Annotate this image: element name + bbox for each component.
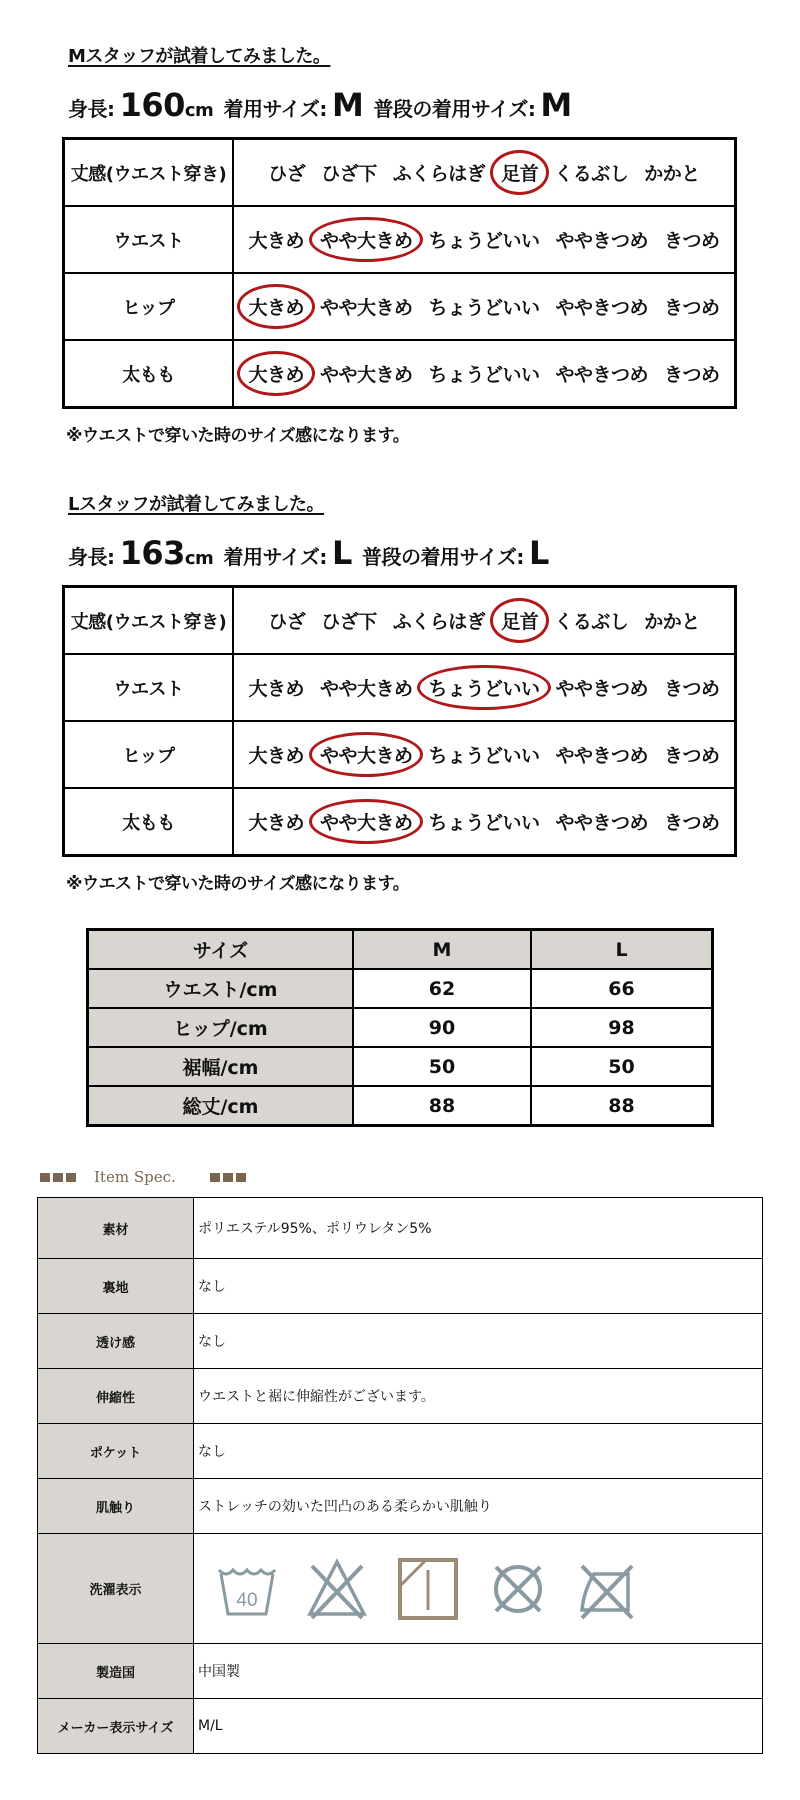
- square-icon: [210, 1173, 220, 1182]
- fit-options: [233, 273, 736, 340]
- fit-option: ややきつめ: [555, 745, 649, 767]
- fit-option: ひざ: [268, 163, 306, 185]
- spec-row: [38, 1314, 763, 1369]
- fit-option: くるぶし: [554, 163, 629, 185]
- size-table: [86, 928, 714, 1127]
- fit-option: やや大きめ: [319, 364, 413, 386]
- fit-row: [64, 273, 736, 340]
- spec-row: [38, 1259, 763, 1314]
- fit-option: 大きめ: [248, 678, 304, 700]
- fit-option: ややきつめ: [555, 812, 649, 834]
- l-staff-title: [68, 490, 360, 516]
- fit-options: [233, 587, 736, 655]
- fit-option: 大きめ: [248, 745, 304, 767]
- fit-category: ウエスト: [64, 206, 234, 273]
- size-header-cell: M: [353, 930, 531, 970]
- fit-option-list: [234, 735, 734, 774]
- fit-row: [64, 340, 736, 408]
- line-dry-shade-icon: [396, 1556, 458, 1622]
- m-fit-table: [62, 137, 737, 409]
- fit-category: ヒップ: [64, 721, 234, 788]
- spec-row: [38, 1644, 763, 1699]
- square-icon: [223, 1173, 233, 1182]
- fit-options: [233, 721, 736, 788]
- care-icon-list: [198, 1556, 762, 1622]
- size-row-label: ヒップ/cm: [88, 1008, 354, 1047]
- spec-row: [38, 1534, 763, 1644]
- m-usual-size-label: 普段の着用サイズ:: [373, 97, 536, 121]
- fit-options: [233, 654, 736, 721]
- fit-category: 太もも: [64, 788, 234, 856]
- fit-option: ひざ下: [321, 163, 377, 185]
- fit-option: ふくらはぎ: [392, 163, 486, 185]
- spec-row: [38, 1699, 763, 1754]
- item-spec-heading-text: Item Spec.: [94, 1168, 176, 1186]
- fit-option: ちょうどいい: [428, 364, 540, 386]
- l-fit-note: ※ウエストで穿いた時のサイズ感になります。: [66, 874, 410, 894]
- fit-option: 大きめ: [248, 812, 304, 834]
- iron-low-crossed-icon: [576, 1556, 638, 1622]
- m-usual-size-value: M: [540, 86, 572, 124]
- size-row: [88, 1047, 713, 1086]
- l-height-value: 163: [119, 534, 185, 572]
- spec-value: M/L: [194, 1699, 763, 1754]
- size-row: [88, 1008, 713, 1047]
- fit-option-list: [234, 287, 734, 326]
- fit-option: ひざ下: [321, 611, 377, 633]
- size-value: 62: [353, 969, 531, 1008]
- fit-row: [64, 788, 736, 856]
- m-height-unit: cm: [184, 100, 214, 121]
- l-staff-title-text: Lスタッフが試着してみました。: [68, 494, 324, 515]
- l-staff-measurements: [68, 534, 549, 572]
- spec-row: [38, 1369, 763, 1424]
- fit-row: [64, 587, 736, 655]
- fit-option-selected: 大きめ: [246, 287, 306, 326]
- fit-option-list: [234, 153, 734, 192]
- fit-category: ウエスト: [64, 654, 234, 721]
- m-staff-measurements: [68, 86, 572, 124]
- spec-key: 裏地: [38, 1259, 194, 1314]
- fit-option: ちょうどいい: [428, 812, 540, 834]
- spec-row: [38, 1479, 763, 1534]
- spec-value: 中国製: [194, 1644, 763, 1699]
- fit-option: ややきつめ: [555, 678, 649, 700]
- fit-category: 丈感(ウエスト穿き): [64, 587, 234, 655]
- square-icon: [66, 1173, 76, 1182]
- spec-key: 伸縮性: [38, 1369, 194, 1424]
- square-icon: [40, 1173, 50, 1182]
- l-wear-size-value: L: [331, 534, 352, 572]
- fit-option: くるぶし: [554, 611, 629, 633]
- m-staff-title: [68, 42, 366, 68]
- fit-option: かかと: [644, 163, 700, 185]
- fit-option-selected: 足首: [499, 601, 540, 640]
- l-usual-size-label: 普段の着用サイズ:: [361, 545, 524, 569]
- fit-option: やや大きめ: [319, 678, 413, 700]
- no-bleach-icon: [306, 1556, 368, 1622]
- size-row: [88, 1086, 713, 1126]
- fit-option-list: [234, 220, 734, 259]
- spec-value: ストレッチの効いた凹凸のある柔らかい肌触り: [194, 1479, 763, 1534]
- spec-value: なし: [194, 1314, 763, 1369]
- m-fit-note: ※ウエストで穿いた時のサイズ感になります。: [66, 426, 410, 446]
- fit-option: ふくらはぎ: [392, 611, 486, 633]
- fit-option-selected: やや大きめ: [318, 735, 415, 774]
- fit-option-selected: 足首: [499, 153, 540, 192]
- fit-option-list: [234, 802, 734, 841]
- fit-option: かかと: [644, 611, 700, 633]
- fit-option: きつめ: [664, 745, 720, 767]
- fit-option: きつめ: [664, 812, 720, 834]
- fit-option: ちょうどいい: [428, 745, 540, 767]
- no-tumble-dry-icon: [486, 1556, 548, 1622]
- fit-option: ひざ: [268, 611, 306, 633]
- fit-option-selected: やや大きめ: [318, 220, 415, 259]
- fit-option: 大きめ: [248, 230, 304, 252]
- wash-40-tub-icon: [216, 1556, 278, 1622]
- fit-option: きつめ: [664, 678, 720, 700]
- fit-option: ややきつめ: [555, 297, 649, 319]
- m-height-label: 身長:: [68, 97, 115, 121]
- m-wear-size-value: M: [331, 86, 364, 124]
- spec-row: [38, 1424, 763, 1479]
- l-usual-size-value: L: [528, 534, 549, 572]
- l-wear-size-label: 着用サイズ:: [223, 545, 327, 569]
- fit-option-list: [234, 354, 734, 393]
- spec-key: 透け感: [38, 1314, 194, 1369]
- size-value: 88: [531, 1086, 713, 1126]
- fit-option: きつめ: [664, 230, 720, 252]
- m-height-value: 160: [119, 86, 185, 124]
- fit-options: [233, 788, 736, 856]
- fit-options: [233, 340, 736, 408]
- fit-category: 丈感(ウエスト穿き): [64, 139, 234, 207]
- size-value: 88: [353, 1086, 531, 1126]
- spec-value: なし: [194, 1424, 763, 1479]
- fit-row: [64, 654, 736, 721]
- spec-key: ポケット: [38, 1424, 194, 1479]
- fit-option-selected: 大きめ: [246, 354, 306, 393]
- spec-value: なし: [194, 1259, 763, 1314]
- size-header-cell: L: [531, 930, 713, 970]
- spec-key: 素材: [38, 1198, 194, 1259]
- fit-option: きつめ: [664, 297, 720, 319]
- fit-category: ヒップ: [64, 273, 234, 340]
- fit-category: 太もも: [64, 340, 234, 408]
- fit-option: やや大きめ: [319, 297, 413, 319]
- square-icon: [53, 1173, 63, 1182]
- m-wear-size-label: 着用サイズ:: [223, 97, 327, 121]
- fit-option-list: [234, 601, 734, 640]
- spec-key: 肌触り: [38, 1479, 194, 1534]
- m-staff-title-text: Mスタッフが試着してみました。: [68, 46, 331, 67]
- wash-temperature: 40: [236, 1589, 258, 1611]
- size-row-label: 裾幅/cm: [88, 1047, 354, 1086]
- fit-option: ちょうどいい: [428, 297, 540, 319]
- fit-option-selected: ちょうどいい: [426, 668, 541, 707]
- square-icon: [236, 1173, 246, 1182]
- fit-option: ちょうどいい: [428, 230, 540, 252]
- spec-value: ポリエステル95%、ポリウレタン5%: [194, 1198, 763, 1259]
- item-spec-heading: [40, 1168, 249, 1186]
- fit-option: きつめ: [664, 364, 720, 386]
- fit-options: [233, 206, 736, 273]
- spec-row: [38, 1198, 763, 1259]
- size-row: [88, 969, 713, 1008]
- fit-row: [64, 139, 736, 207]
- l-height-label: 身長:: [68, 545, 115, 569]
- size-value: 98: [531, 1008, 713, 1047]
- l-fit-table: [62, 585, 737, 857]
- care-icons: [194, 1534, 763, 1644]
- fit-option: ややきつめ: [555, 230, 649, 252]
- spec-key: 製造国: [38, 1644, 194, 1699]
- fit-option-list: [234, 668, 734, 707]
- l-height-unit: cm: [184, 548, 214, 569]
- fit-options: [233, 139, 736, 207]
- fit-row: [64, 206, 736, 273]
- fit-row: [64, 721, 736, 788]
- size-value: 50: [353, 1047, 531, 1086]
- size-value: 90: [353, 1008, 531, 1047]
- size-row-label: 総丈/cm: [88, 1086, 354, 1126]
- size-header-row: [88, 930, 713, 970]
- size-value: 50: [531, 1047, 713, 1086]
- spec-value: ウエストと裾に伸縮性がございます。: [194, 1369, 763, 1424]
- size-header-cell: サイズ: [88, 930, 354, 970]
- size-row-label: ウエスト/cm: [88, 969, 354, 1008]
- size-value: 66: [531, 969, 713, 1008]
- fit-option: ややきつめ: [555, 364, 649, 386]
- spec-key: メーカー表示サイズ: [38, 1699, 194, 1754]
- item-spec-table: [37, 1197, 763, 1754]
- spec-key: 洗濯表示: [38, 1534, 194, 1644]
- fit-option-selected: やや大きめ: [318, 802, 415, 841]
